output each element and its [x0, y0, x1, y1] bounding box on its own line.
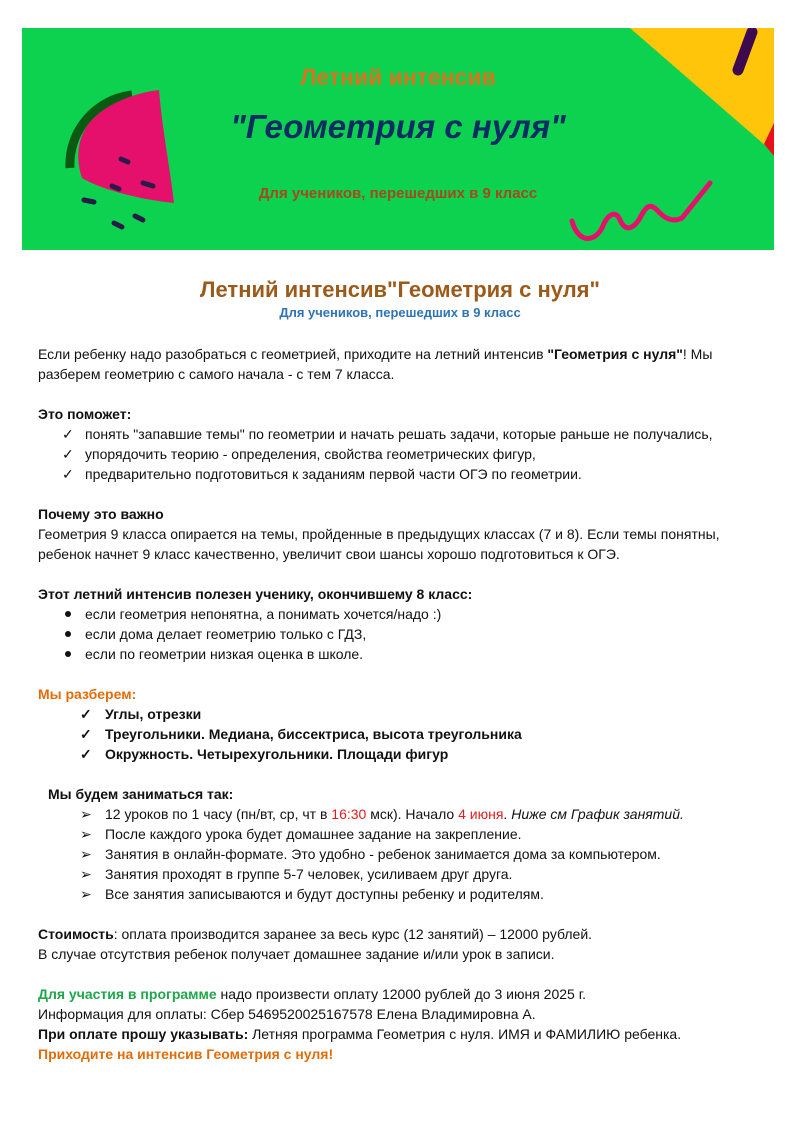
- page-subtitle: Для учеников, перешедших в 9 класс: [279, 305, 521, 320]
- bullet-icon: [65, 631, 71, 637]
- check-icon: ✓: [80, 726, 92, 742]
- document-body: [38, 276, 778, 1064]
- why-text: Геометрия 9 класса опирается на темы, пройденные в предыдущих классах (7 и 8). Если темы понятны, ребенок начнет 9 класс качественно, увеличит свои шансы хорошо подготовиться к ОГЭ.: [38, 526, 720, 562]
- arrow-icon: ➢: [80, 846, 92, 862]
- page-title: Летний интенсив"Геометрия с нуля": [200, 277, 600, 302]
- list-item: [38, 424, 778, 444]
- price-note: В случае отсутствия ребенок получает домашнее задание и/или урок в записи.: [38, 946, 555, 962]
- banner-title: Летний интенсив: [300, 64, 496, 90]
- list-item: [38, 464, 778, 484]
- list-item-text: если по геометрии низкая оценка в школе.: [85, 646, 364, 662]
- helps-heading: Это поможет:: [38, 406, 132, 422]
- start-date: 4 июня: [458, 806, 504, 822]
- list-item-text: мск). Начало: [366, 806, 459, 822]
- list-item-text: Занятия в онлайн-формате. Это удобно - ребенок занимается дома за компьютером.: [105, 846, 661, 862]
- check-icon: ✓: [62, 466, 74, 482]
- list-item-text: понять "запавшие темы" по геометрии и начать решать задачи, которые раньше не получались,: [85, 426, 713, 442]
- price-paragraph: [38, 924, 778, 944]
- payment-text: надо произвести оплату 12000 рублей до 3 июня 2025 г.: [216, 986, 587, 1002]
- check-icon: ✓: [62, 426, 74, 442]
- price-label: Стоимость: [38, 926, 114, 942]
- bullet-icon: [65, 651, 71, 657]
- list-item: [38, 604, 778, 624]
- useful-heading: Этот летний интенсив полезен ученику, окончившему 8 класс:: [38, 586, 473, 602]
- payment-paragraph: [38, 984, 778, 1004]
- format-heading: Мы будем заниматься так:: [48, 786, 234, 802]
- list-item-text: предварительно подготовиться к заданиям первой части ОГЭ по геометрии.: [85, 466, 582, 482]
- topics-list: [38, 704, 778, 764]
- list-item: [38, 864, 778, 884]
- format-list: [38, 804, 778, 904]
- list-item-text: 12 уроков по 1 часу (пн/вт, ср, чт в: [105, 806, 332, 822]
- arrow-icon: ➢: [80, 826, 92, 842]
- payment-note-text: Летняя программа Геометрия с нуля. ИМЯ и ФАМИЛИЮ ребенка.: [248, 1026, 682, 1042]
- banner-course-name: "Геометрия с нуля": [230, 108, 566, 145]
- intro-course-name: "Геометрия с нуля": [547, 346, 683, 362]
- closing-line: Приходите на интенсив Геометрия с нуля!: [38, 1046, 334, 1062]
- intro-paragraph: [38, 344, 778, 384]
- payment-highlight: Для участия в программе: [38, 986, 217, 1002]
- list-item-text: упорядочить теорию - определения, свойства геометрических фигур,: [85, 446, 536, 462]
- list-item: [38, 744, 778, 764]
- list-item-text: После каждого урока будет домашнее задание на закрепление.: [105, 826, 522, 842]
- list-item-text: Треугольники. Медиана, биссектриса, высота треугольника: [105, 726, 522, 742]
- list-item: [38, 884, 778, 904]
- lesson-time: 16:30: [331, 806, 367, 822]
- list-item-text: Все занятия записываются и будут доступны ребенку и родителям.: [105, 886, 544, 902]
- list-item-text: Углы, отрезки: [105, 706, 202, 722]
- schedule-note: Ниже см График занятий.: [511, 806, 684, 822]
- topics-heading: Мы разберем:: [38, 686, 137, 702]
- check-icon: ✓: [80, 706, 92, 722]
- why-heading: Почему это важно: [38, 506, 164, 522]
- helps-list: [38, 424, 778, 484]
- list-item: [38, 644, 778, 664]
- list-item: [38, 704, 778, 724]
- list-item-text: если геометрия непонятна, а понимать хочется/надо :): [85, 606, 442, 622]
- banner-subtitle: Для учеников, перешедших в 9 класс: [258, 185, 538, 202]
- arrow-icon: ➢: [80, 866, 92, 882]
- payment-info: Информация для оплаты: Сбер 5469520025167578 Елена Владимировна А.: [38, 1006, 536, 1022]
- list-item-text: Занятия проходят в группе 5-7 человек, усиливаем друг друга.: [105, 866, 513, 882]
- arrow-icon: ➢: [80, 886, 92, 902]
- intro-text: Если ребенку надо разобраться с геометрией, приходите на летний интенсив: [38, 346, 548, 362]
- list-item-text: .: [503, 806, 512, 822]
- list-item: [38, 824, 778, 844]
- bullet-icon: [65, 611, 71, 617]
- payment-note-label: При оплате прошу указывать:: [38, 1026, 249, 1042]
- list-item-text: Окружность. Четырехугольники. Площади фигур: [105, 746, 449, 762]
- list-item-text: если дома делает геометрию только с ГДЗ,: [85, 626, 367, 642]
- check-icon: ✓: [80, 746, 92, 762]
- check-icon: ✓: [62, 446, 74, 462]
- useful-list: [38, 604, 778, 664]
- intro-text-end: ! Мы разберем геометрию с самого начала - с тем 7 класса.: [38, 346, 713, 382]
- list-item: [38, 724, 778, 744]
- list-item: [38, 444, 778, 464]
- price-text: : оплата производится заранее за весь курс (12 занятий) – 12000 рублей.: [113, 926, 593, 942]
- list-item: [38, 844, 778, 864]
- banner: [22, 28, 774, 250]
- arrow-icon: ➢: [80, 806, 92, 822]
- payment-note: [38, 1024, 778, 1044]
- list-item: [38, 804, 778, 824]
- list-item: [38, 624, 778, 644]
